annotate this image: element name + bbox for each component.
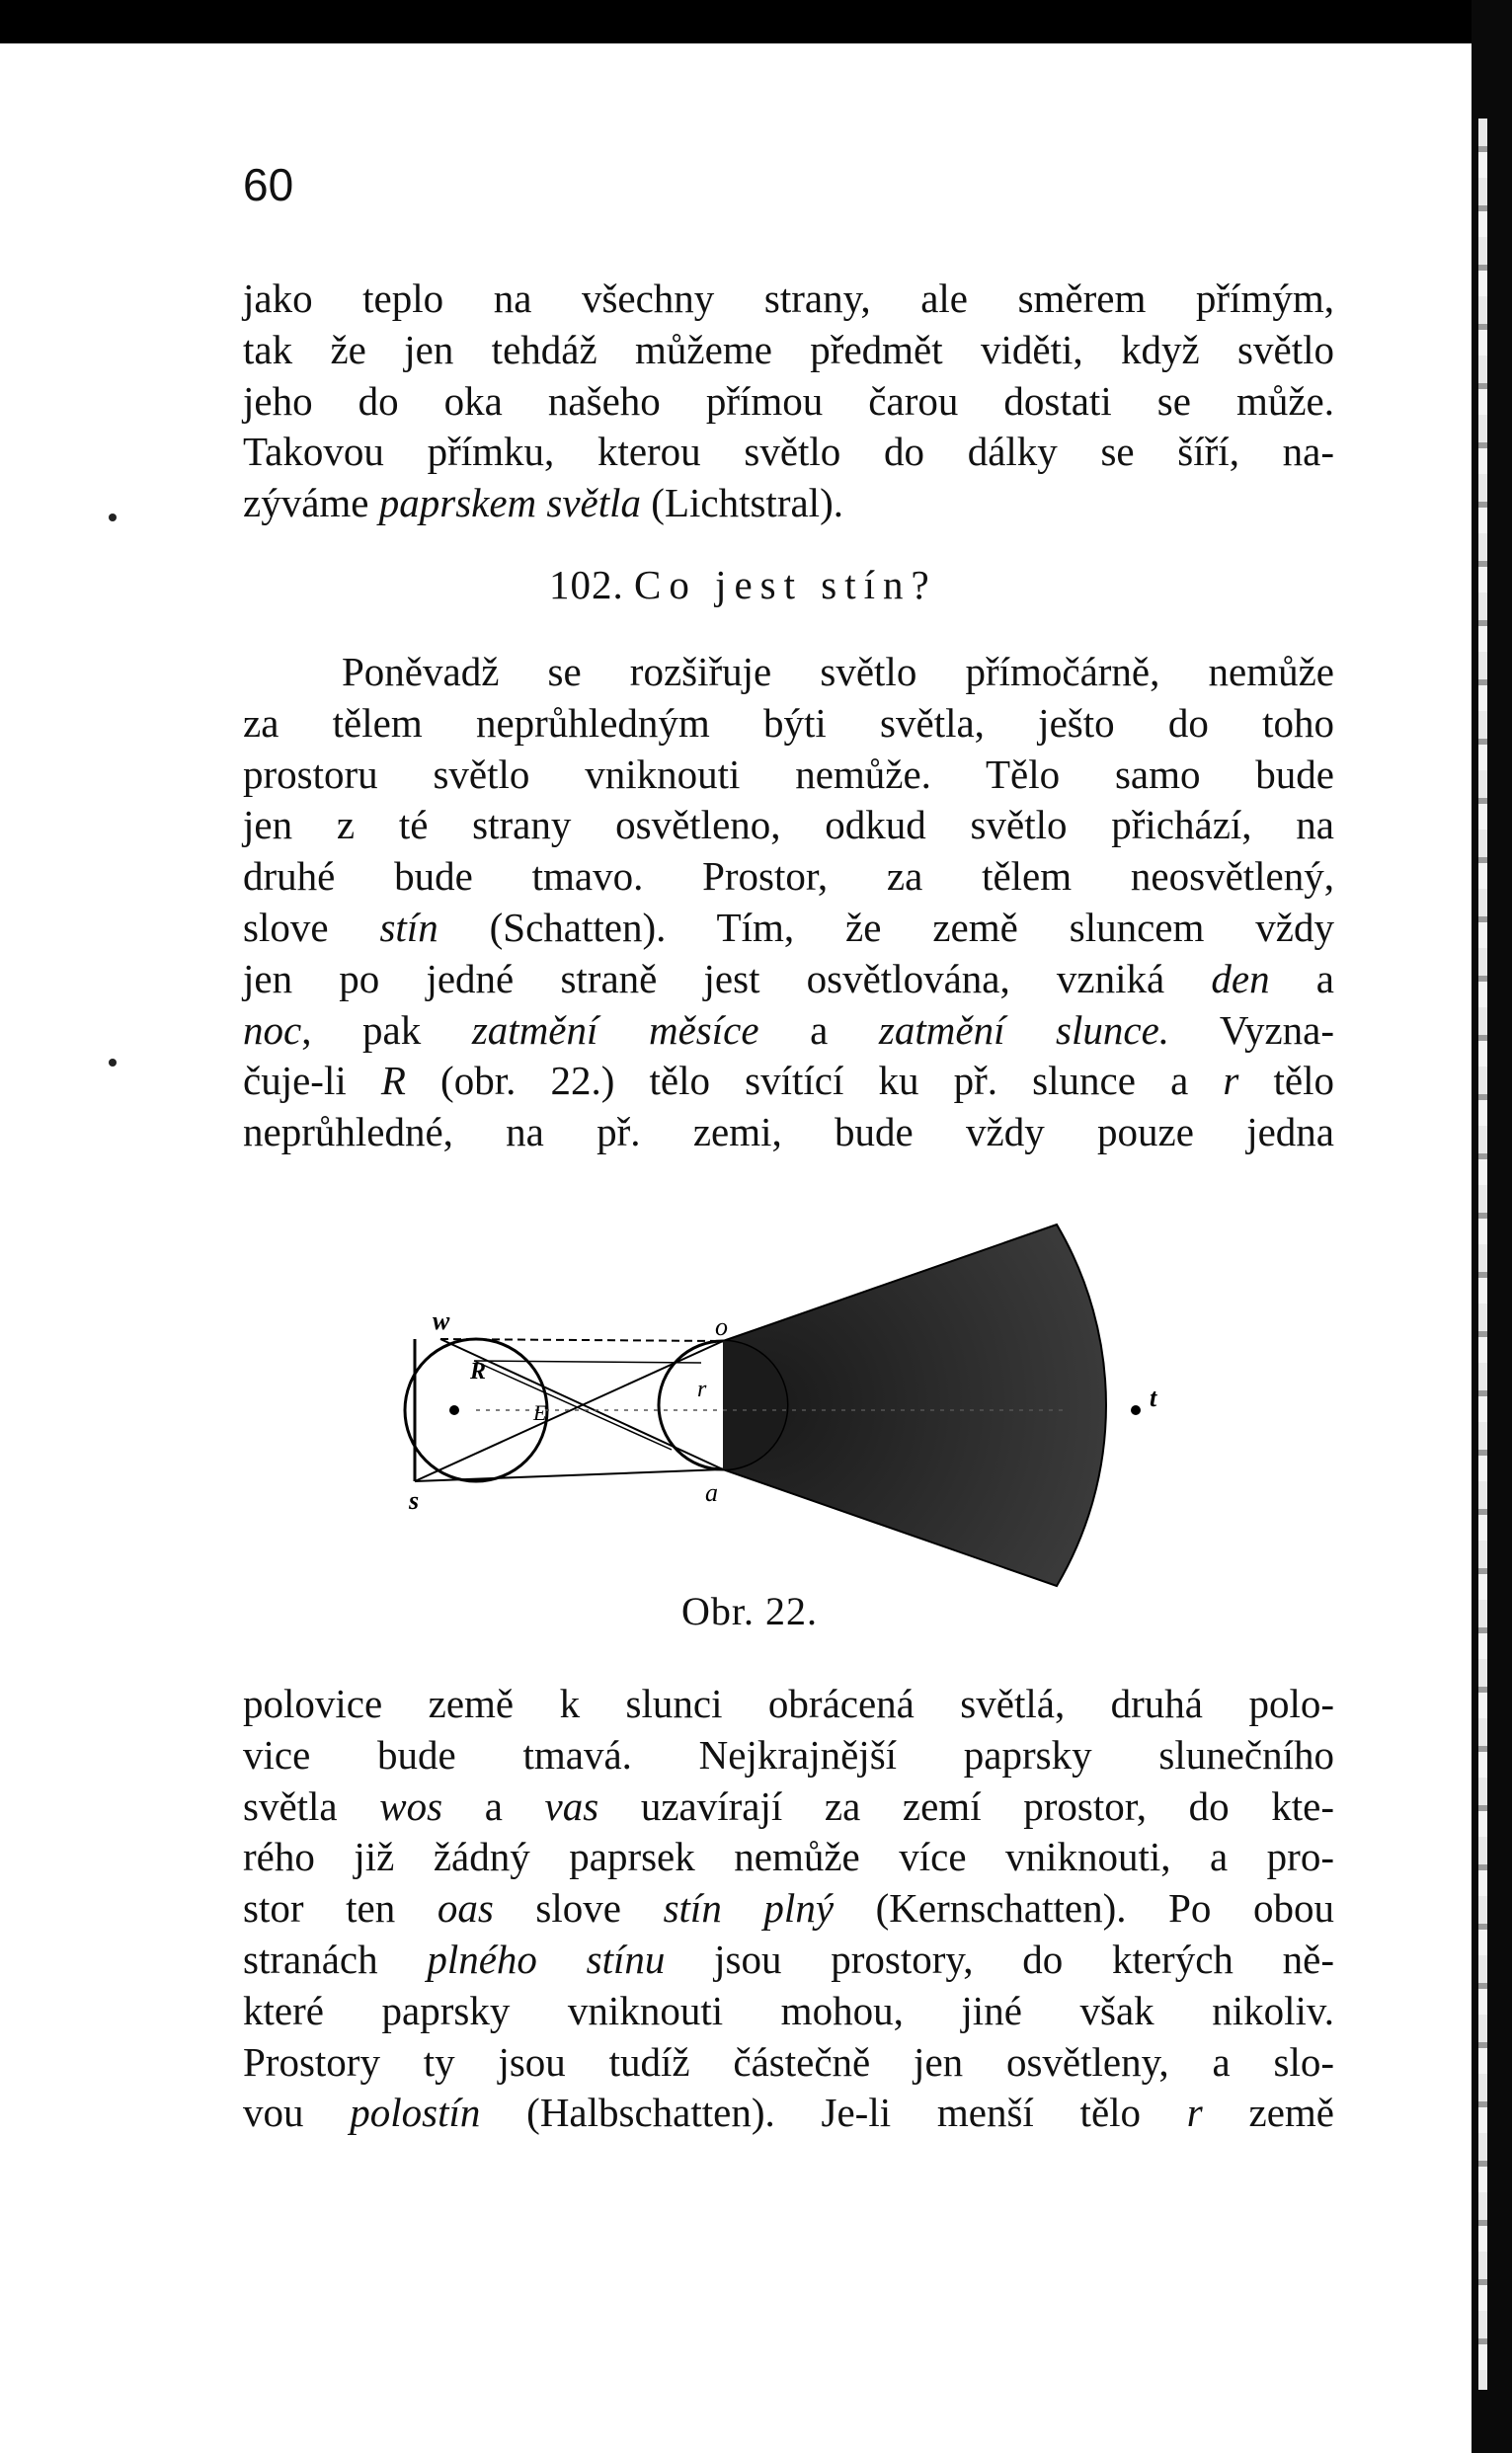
- text-line: prostoru světlo vniknouti nemůže. Tělo samo bude: [243, 751, 1334, 797]
- paragraph-1: [243, 274, 1334, 529]
- text-line: slove stín (Schatten). Tím, že země sluncem vždy: [243, 904, 1335, 950]
- text-line: stranách plného stínu jsou prostory, do kterých ně-: [243, 1936, 1335, 1982]
- text-line: druhé bude tmavo. Prostor, za tělem neosvětlený,: [243, 853, 1334, 900]
- section-heading: [549, 561, 937, 608]
- text-line: jen po jedné straně jest osvětlována, vzniká den a: [243, 955, 1334, 1001]
- figure-22-shadow-diagram: [375, 1213, 1244, 1608]
- text-line: Prostory ty jsou tudíž částečně jen osvětleny, a slo-: [243, 2038, 1334, 2085]
- text-line: noc, pak zatmění měsíce a zatmění slunce. Vyzna-: [243, 1006, 1335, 1053]
- margin-mark: [109, 514, 117, 521]
- text-line: světla wos a vas uzavírají za zemí prostor, do kte-: [243, 1782, 1334, 1829]
- ray-line: [474, 1361, 701, 1363]
- label-s: s: [409, 1486, 420, 1515]
- label-R: R: [470, 1359, 487, 1385]
- ray-line: [415, 1469, 723, 1481]
- page-number: 60: [243, 159, 294, 210]
- label-r: r: [697, 1377, 707, 1402]
- text-line: polovice země k slunci obrácená světlá, druhá polo-: [243, 1681, 1334, 1726]
- label-t: t: [1150, 1384, 1157, 1412]
- label-o: o: [715, 1312, 728, 1341]
- text-line: Takovou přímku, kterou světlo do dálky se šíří, na-: [243, 429, 1334, 475]
- section-title: Co jest stín?: [634, 562, 937, 607]
- text-line: vice bude tmavá. Nejkrajnější paprsky slunečního: [243, 1731, 1334, 1778]
- text-line: Poněvadž se rozšiřuje světlo přímočárně, nemůže: [342, 649, 1334, 694]
- label-w: w: [433, 1306, 450, 1335]
- section-number: 102.: [549, 562, 624, 607]
- axis-end-dot: [1131, 1405, 1141, 1415]
- text-line: jeho do oka našeho přímou čarou dostati se může.: [243, 377, 1334, 424]
- margin-mark: [109, 1059, 117, 1067]
- figure-caption: Obr. 22.: [681, 1589, 818, 1633]
- text-line: které paprsky vniknouti mohou, jiné však nikoliv.: [243, 1987, 1334, 2033]
- label-E: E: [533, 1400, 547, 1425]
- text-line: vou polostín (Halbschatten). Je-li menší tělo r země: [243, 2090, 1335, 2136]
- paragraph-2: [243, 647, 1334, 1158]
- paragraph-3: [243, 1679, 1334, 2139]
- text-line: čuje-li R (obr. 22.) tělo svítící ku př. slunce a r tělo: [243, 1058, 1334, 1104]
- text-line: stor ten oas slove stín plný (Kernschatten). Po obou: [243, 1885, 1335, 1932]
- text-line: za tělem neprůhledným býti světla, ješto do toho: [243, 699, 1334, 746]
- ray-line: [474, 1361, 672, 1450]
- sun-center-dot: [449, 1405, 459, 1415]
- label-a: a: [705, 1478, 718, 1507]
- text-line: neprůhledné, na př. zemi, bude vždy pouze jedna: [243, 1109, 1334, 1155]
- text-line: jako teplo na všechny strany, ale směrem přímým,: [243, 276, 1334, 321]
- text-line: jen z té strany osvětleno, odkud světlo přichází, na: [243, 802, 1334, 848]
- text-line: tak že jen tehdáž můžeme předmět viděti, když světlo: [243, 326, 1334, 372]
- text-line: zýváme paprskem světla (Lichtstral).: [243, 480, 843, 526]
- binding-edge: [1478, 119, 1487, 2390]
- text-line: rého již žádný paprsek nemůže více vniknouti, a pro-: [243, 1834, 1334, 1880]
